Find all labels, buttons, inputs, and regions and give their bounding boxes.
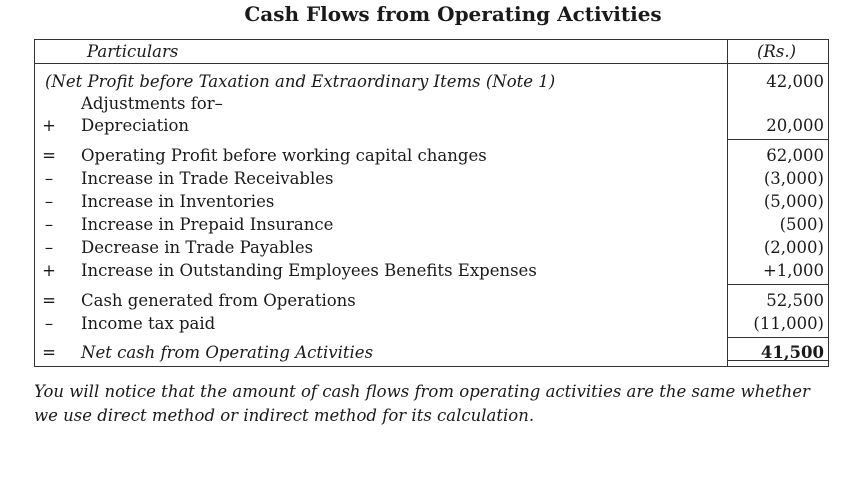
row-amount: (5,000) bbox=[763, 192, 824, 211]
row-amount: (500) bbox=[779, 215, 824, 234]
row-amount: (2,000) bbox=[763, 238, 824, 257]
table-row bbox=[35, 313, 830, 335]
header-rule bbox=[35, 63, 828, 64]
row-label: Decrease in Trade Payables bbox=[81, 238, 314, 257]
table-row bbox=[35, 168, 830, 190]
row-amount: +1,000 bbox=[762, 261, 824, 280]
row-label: Adjustments for– bbox=[81, 94, 223, 113]
explanatory-note: You will notice that the amount of cash flows from operating activities are the same whether we use direct method or indirect method for its calculation. bbox=[34, 382, 810, 425]
row-label: Increase in Trade Receivables bbox=[81, 169, 334, 188]
table-row bbox=[35, 260, 830, 282]
row-amount: 62,000 bbox=[766, 146, 824, 165]
total-amount: 41,500 bbox=[760, 343, 824, 362]
table-row bbox=[35, 71, 830, 93]
table-row bbox=[35, 290, 830, 312]
row-amount: (3,000) bbox=[763, 169, 824, 188]
row-amount: (11,000) bbox=[753, 314, 824, 333]
cash-flow-table bbox=[34, 39, 829, 367]
row-label: Increase in Inventories bbox=[81, 192, 275, 211]
row-label: Increase in Outstanding Employees Benefits Expenses bbox=[81, 261, 537, 280]
row-operator: + bbox=[42, 261, 56, 280]
total-underline bbox=[727, 360, 828, 361]
row-label: Income tax paid bbox=[81, 314, 216, 333]
row-operator: – bbox=[44, 238, 54, 257]
row-label: Cash generated from Operations bbox=[81, 291, 356, 310]
subtotal-rule bbox=[727, 284, 828, 285]
row-operator: – bbox=[44, 169, 54, 188]
row-amount: 52,500 bbox=[766, 291, 824, 310]
row-label: Operating Profit before working capital changes bbox=[81, 146, 487, 165]
row-label: Increase in Prepaid Insurance bbox=[81, 215, 334, 234]
row-operator: = bbox=[42, 146, 56, 165]
subtotal-rule bbox=[727, 139, 828, 140]
row-operator: – bbox=[44, 215, 54, 234]
row-label: (Net Profit before Taxation and Extraordinary Items (Note 1) bbox=[45, 72, 556, 91]
table-row bbox=[35, 93, 830, 115]
row-amount: 20,000 bbox=[766, 116, 824, 135]
header-amount: (Rs.) bbox=[757, 42, 797, 61]
table-title: Cash Flows from Operating Activities bbox=[244, 2, 662, 26]
row-amount: 42,000 bbox=[766, 72, 824, 91]
table-row bbox=[35, 115, 830, 137]
table-row bbox=[35, 237, 830, 259]
table-row bbox=[35, 191, 830, 213]
table-row bbox=[35, 342, 830, 364]
subtotal-rule bbox=[727, 337, 828, 338]
row-operator: = bbox=[42, 291, 56, 310]
row-operator: – bbox=[44, 314, 54, 333]
table-row bbox=[35, 145, 830, 167]
row-operator: + bbox=[42, 116, 56, 135]
row-operator: – bbox=[44, 192, 54, 211]
row-label: Depreciation bbox=[81, 116, 190, 135]
header-particulars: Particulars bbox=[87, 42, 179, 61]
table-row bbox=[35, 214, 830, 236]
row-operator: = bbox=[42, 343, 56, 362]
row-label: Net cash from Operating Activities bbox=[81, 343, 374, 362]
